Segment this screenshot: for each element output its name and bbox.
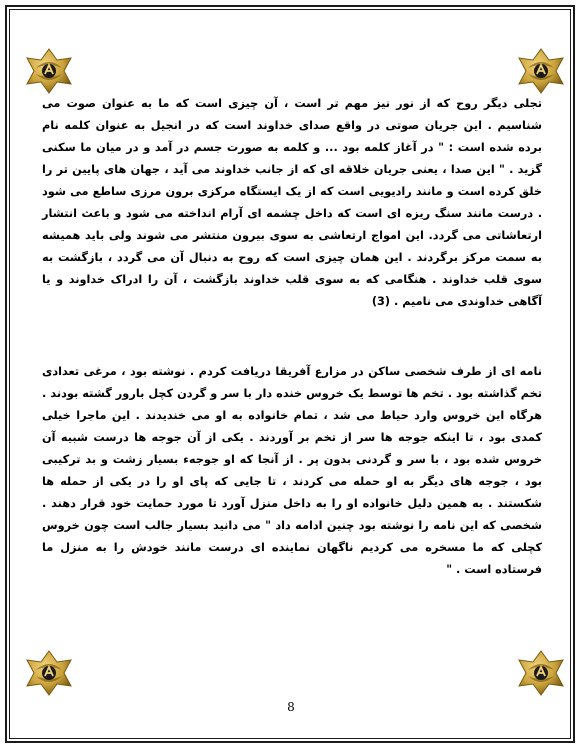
page-number: 8 [287,700,295,714]
golden-emblem-icon [24,46,74,96]
golden-emblem-icon [516,648,566,698]
paragraph-africa-letter: نامه ای از طرف شخصی ساکن در مزارع آفریقا دریافت کردم . نوشته بود ، مرغی تعدادی تخم گذاشته بود . تخم ها توسط یک خروس خنده دار با سر و گردن کچل بارور گشته بودند . هرگاه این خروس وارد حیاط می شد ، تمام خانواده به او می خندیدند . این ماجرا خیلی کمدی بود ، تا اینکه جوجه ها سر از تخم بر آوردند . یکی از آن جوجه ها درست شبیه آن خروس شده بود ، با سر و گردنی بدون پر . از آنجا که او جوجهء بسیار زشت و بد ترکیبی بود ، جوجه های دیگر به او حمله می کردند ، تا جایی که پای او را در یکی از حمله ها شکستند . به همین دلیل خانواده او را به داخل منزل آورد تا مورد حمایت خود قرار دهند . شخصی که این نامه را نوشته بود چنین ادامه داد " می دانید بسیار جالب است چون خروس کچلی که ما مسخره می کردیم ناگهان نماینده ای درست مانند خودش را به منزل ما فرستاده است . " [42,365,542,576]
golden-emblem-icon [516,46,566,96]
paragraph-sound-current: تجلی دیگر روح که از نور نیز مهم تر است ، آن چیزی است که ما به عنوان صوت می شناسیم . این جریان صوتی در واقع صدای خداوند است که در انجیل به عنوان کلمه نام برده شده است : " در آغاز کلمه بود ... و کلمه به صورت جسم در آمد و در میان ما سکنی گزید . " این صدا ، یعنی جریان خلاقه ای که از جانب خداوند می آید ، جهان های پایین تر را خلق کرده است و مانند رادیویی است که از یک ایستگاه مرکزی برون مرزی ساطع می شود . درست مانند سنگ ریزه ای است که داخل چشمه ای آرام انداخته می شود و باعث انتشار ارتعاشاتی می گردد. این امواج ارتعاشی به سوی بیرون منتشر می شوند ولی باید همیشه به سمت مرکز برگردند . این همان چیزی است که روح به دنبال آن می گردد ، بازگشت به سوی قلب خداوند . هنگامی که به سوی قلب خداوند بازگشت ، آن را ادراک خداوند و یا آگاهی خداوندی می نامیم . (3) [42,97,542,308]
golden-emblem-icon [24,648,74,698]
